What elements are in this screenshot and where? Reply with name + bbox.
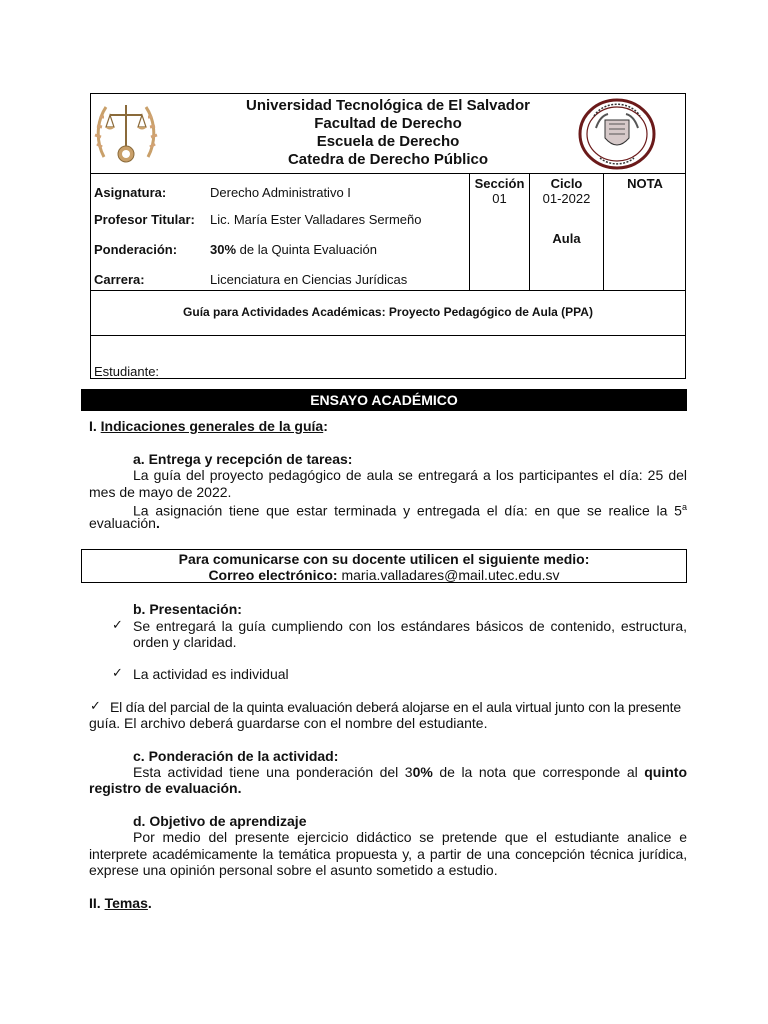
- a-line-4-text: evaluación: [89, 515, 156, 531]
- ponderacion-value: [210, 242, 377, 257]
- b-item-2: La actividad es individual: [133, 666, 289, 682]
- contact-line-1: Para comunicarse con su docente utilicen el siguiente medio:: [178, 551, 590, 567]
- nota-label: NOTA: [627, 176, 663, 191]
- section-1-heading: [89, 418, 328, 434]
- school-name: Escuela de Derecho: [316, 133, 460, 150]
- a-line-4-end: .: [155, 515, 160, 531]
- university-name: Universidad Tecnológica de El Salvador: [246, 97, 530, 114]
- a-line-1: La guía del proyecto pedagógico de aula se entregará a los participantes el día: 25 del: [133, 467, 687, 483]
- section-2-suffix: .: [147, 895, 152, 911]
- aula-label: Aula: [552, 231, 581, 246]
- divider: [90, 173, 686, 174]
- ponderacion-label: Ponderación:: [94, 242, 178, 257]
- check-icon: ✓: [112, 617, 123, 632]
- email-label: Correo electrónico:: [208, 567, 338, 583]
- asignatura-label: Asignatura:: [94, 185, 167, 200]
- a-line-3: [89, 499, 687, 519]
- chair-name: Catedra de Derecho Público: [287, 151, 489, 168]
- b-item-1-line-1: Se entregará la guía cumpliendo con los estándares básicos de contenido, estructura,: [133, 618, 687, 634]
- check-icon: ✓: [90, 698, 101, 713]
- a-line-3-sup: a: [681, 502, 687, 512]
- b-item-3-line-1: El día del parcial de la quinta evaluación deberá alojarse en el aula virtual junto con la presente: [110, 699, 681, 715]
- d-line-1: Por medio del presente ejercicio didáctico se pretende que el estudiante analice e: [133, 829, 687, 845]
- ponderacion-rest: de la Quinta Evaluación: [236, 242, 377, 257]
- c-line-1-c: de la nota que corresponde al: [432, 764, 645, 780]
- carrera-label: Carrera:: [94, 272, 145, 287]
- c-line-1: [89, 764, 687, 780]
- essay-banner: ENSAYO ACADÉMICO: [81, 389, 687, 411]
- ciclo-value: 01-2022: [542, 191, 591, 206]
- section-1-title: Indicaciones generales de la guía: [100, 418, 324, 434]
- c-line-1-b: 0%: [412, 764, 433, 780]
- email-address[interactable]: maria.valladares@mail.utec.edu.sv: [337, 567, 560, 583]
- contact-line-2: [82, 567, 686, 583]
- ciclo-label: Ciclo: [550, 176, 583, 191]
- c-line-1-d: quinto: [644, 764, 688, 780]
- seccion-value: 01: [492, 191, 507, 206]
- section-2-title: Temas: [104, 895, 148, 911]
- d-line-2: interprete académicamente la temática propuesta y, a partir de una concepción técnica jurídica,: [89, 846, 687, 862]
- d-line-3: exprese una opinión personal sobre el asunto sometido a estudio.: [89, 862, 498, 878]
- ponderacion-percent: 30%: [210, 242, 237, 257]
- subsection-a-heading: a. Entrega y recepción de tareas:: [133, 451, 353, 467]
- carrera-value: Licenciatura en Ciencias Jurídicas: [210, 272, 408, 287]
- a-line-4: [89, 515, 160, 531]
- guide-title: Guía para Actividades Académicas: Proyecto Pedagógico de Aula (PPA): [183, 305, 593, 319]
- a-line-2: mes de mayo de 2022.: [89, 484, 232, 500]
- section-2-prefix: II.: [89, 895, 105, 911]
- contact-box: [81, 549, 687, 583]
- student-label: Estudiante:: [94, 364, 160, 379]
- a-line-3-text: La asignación tiene que estar terminada y entregada el día: en que se realice la 5: [133, 502, 682, 519]
- faculty-name: Facultad de Derecho: [314, 115, 462, 132]
- header-title-block: [90, 97, 686, 169]
- check-icon: ✓: [112, 665, 123, 680]
- c-line-2: registro de evaluación.: [89, 780, 242, 796]
- divider: [90, 335, 686, 336]
- profesor-value: Lic. María Ester Valladares Sermeño: [210, 212, 422, 227]
- subsection-c-heading: c. Ponderación de la actividad:: [133, 748, 339, 764]
- seccion-label: Sección: [474, 176, 525, 191]
- divider: [90, 290, 686, 291]
- c-line-1-a: Esta actividad tiene una ponderación del 3: [133, 764, 413, 780]
- section-1-prefix: I.: [89, 418, 101, 434]
- subsection-d-heading: d. Objetivo de aprendizaje: [133, 813, 307, 829]
- asignatura-value: Derecho Administrativo I: [210, 185, 351, 200]
- subsection-b-heading: b. Presentación:: [133, 601, 242, 617]
- b-item-1-line-2: orden y claridad.: [133, 634, 237, 650]
- profesor-label: Profesor Titular:: [94, 212, 195, 227]
- b-item-3-line-2: guía. El archivo deberá guardarse con el nombre del estudiante.: [89, 715, 488, 731]
- section-1-suffix: :: [323, 418, 328, 434]
- section-2-heading: [89, 895, 152, 911]
